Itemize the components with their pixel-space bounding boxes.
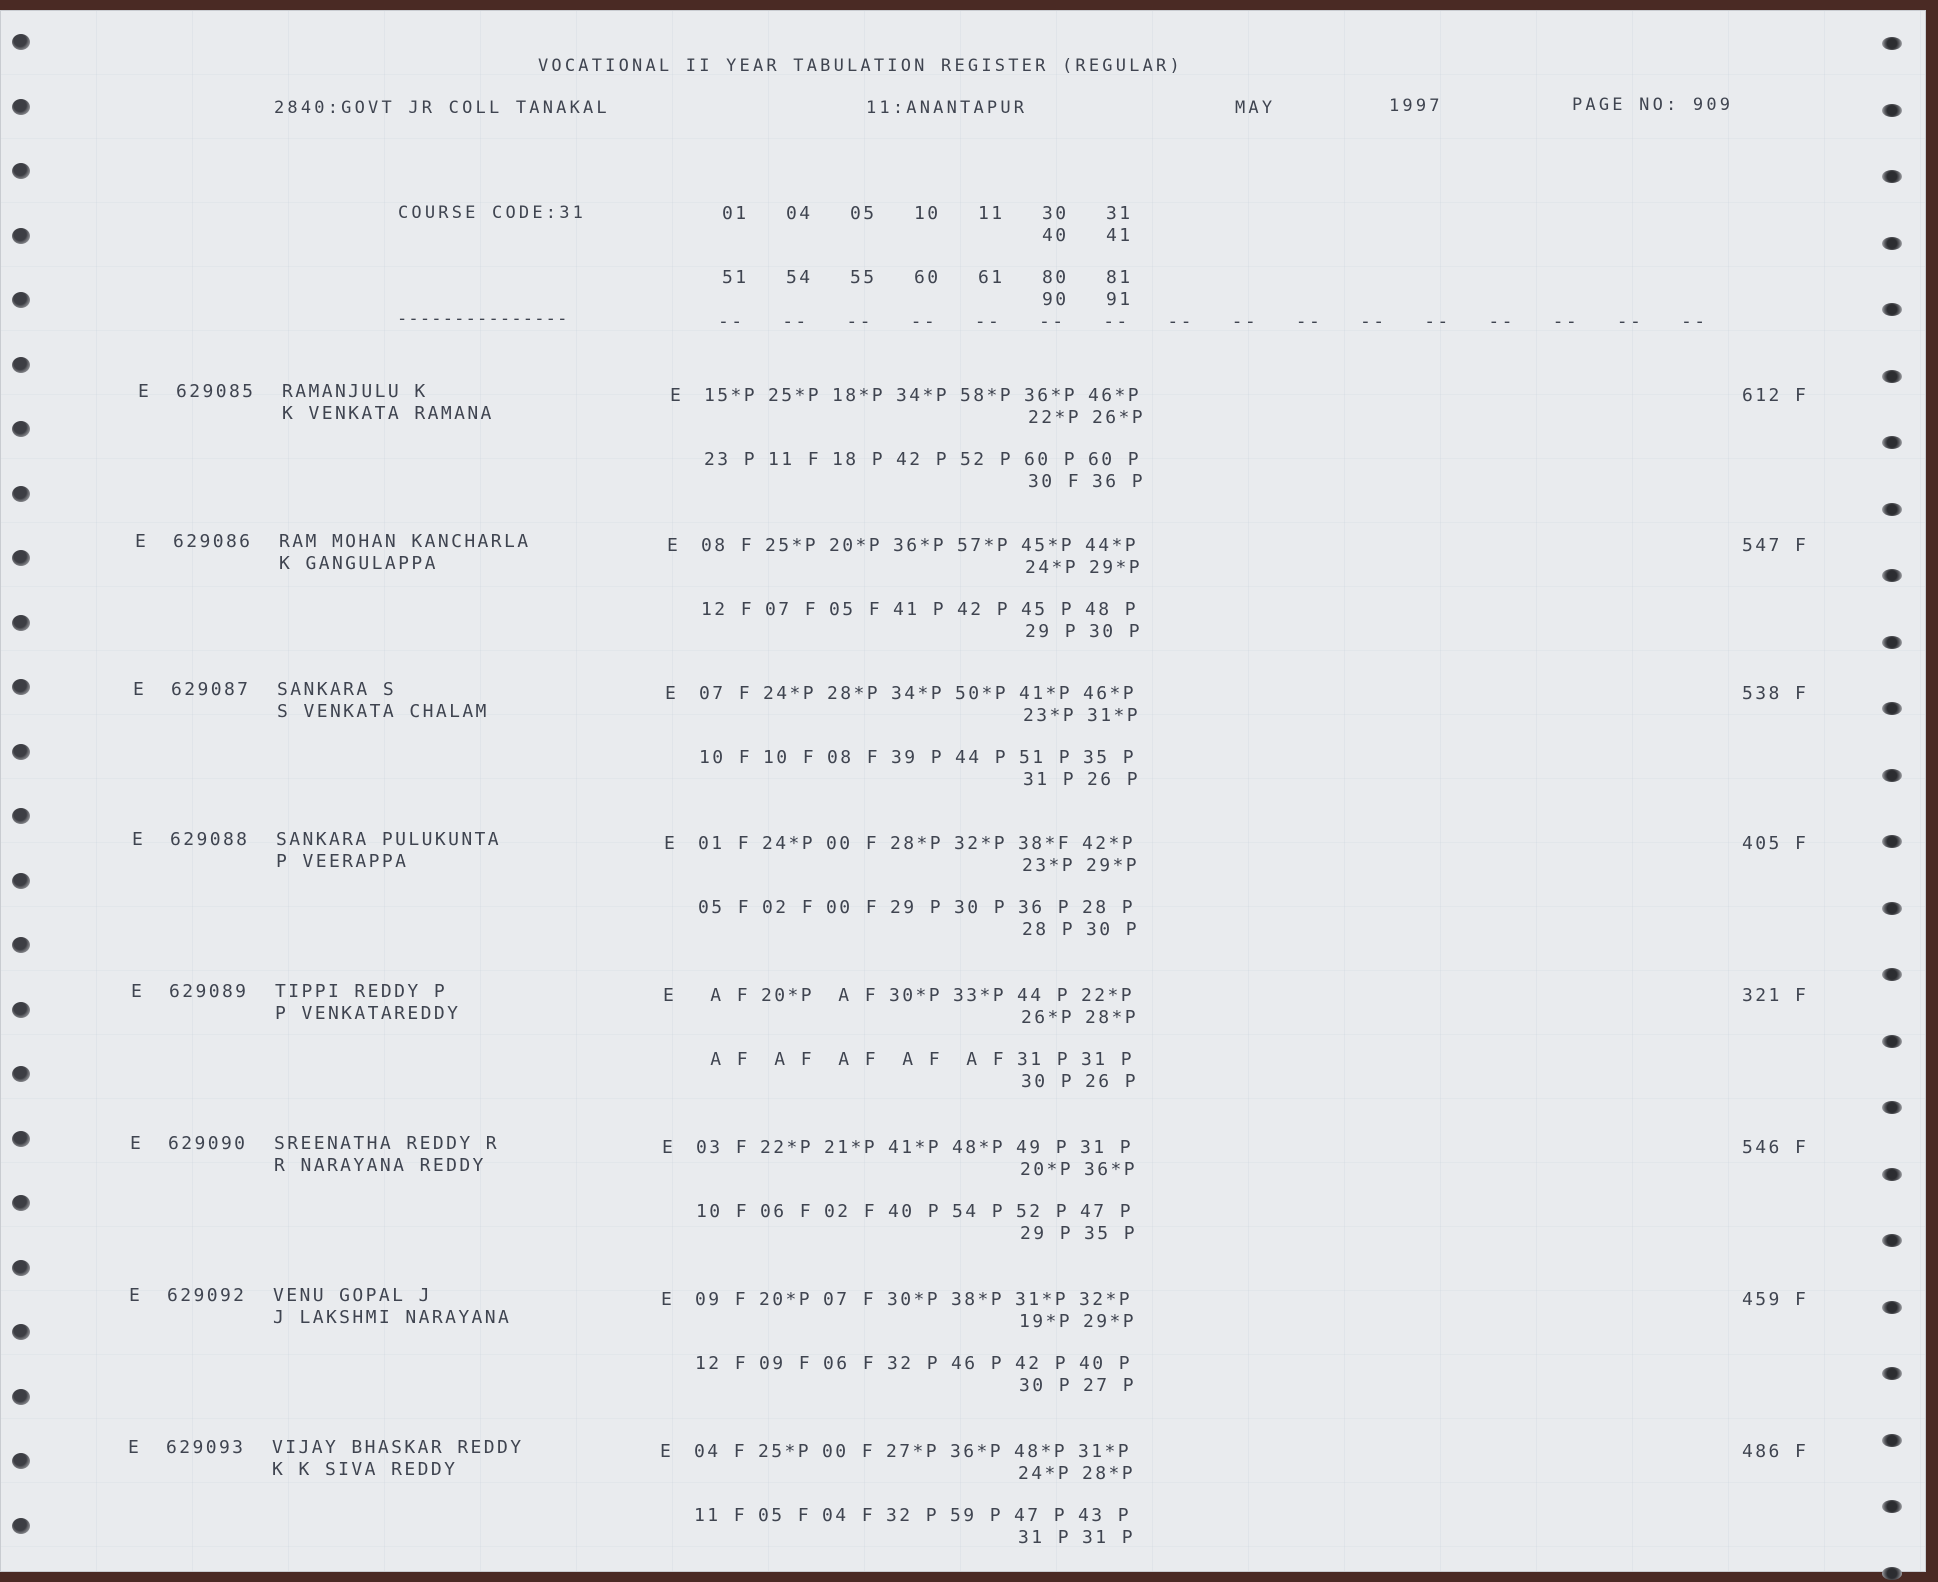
mark-cell: 42*P	[1082, 833, 1135, 854]
column-rule-dash: --	[1488, 311, 1515, 332]
feed-hole	[12, 163, 30, 179]
feed-hole	[12, 1389, 30, 1405]
parent-name: P VEERAPPA	[276, 851, 409, 872]
hall-ticket-number: 629085	[176, 381, 256, 402]
mark-cell: 30 P	[1019, 1375, 1072, 1396]
mark-cell: 28*P	[1082, 1463, 1135, 1484]
mark-cell: 26*P	[1092, 407, 1145, 428]
mark-cell: 30 P	[1086, 919, 1139, 940]
tractor-feed-holes-left	[12, 10, 42, 1572]
mark-cell: 36*P	[893, 535, 946, 556]
subject-code: 04	[786, 203, 813, 224]
total-result: 405 F	[1742, 833, 1809, 854]
register-title: VOCATIONAL II YEAR TABULATION REGISTER (REGULAR)	[538, 56, 1183, 76]
column-rule-dash: --	[1424, 311, 1451, 332]
subject-code: 81	[1106, 267, 1133, 288]
mark-cell: 31*P	[1087, 705, 1140, 726]
mark-cell: 57*P	[957, 535, 1010, 556]
mark-cell: 45 P	[1021, 599, 1074, 620]
mark-cell: 01 F	[698, 833, 751, 854]
feed-hole	[1882, 104, 1902, 117]
exam-flag: E	[664, 833, 678, 854]
parent-name: K VENKATA RAMANA	[282, 403, 494, 424]
mark-cell: A F	[825, 1049, 878, 1070]
mark-cell: A F	[953, 1049, 1006, 1070]
mark-cell: 24*P	[1018, 1463, 1071, 1484]
subject-code: 60	[914, 267, 941, 288]
student-name: VENU GOPAL J	[273, 1285, 432, 1306]
mark-cell: 43 P	[1078, 1505, 1131, 1526]
mark-cell: 28*P	[890, 833, 943, 854]
mark-cell: 33*P	[953, 985, 1006, 1006]
mark-cell: 30*P	[889, 985, 942, 1006]
feed-hole	[12, 1002, 30, 1018]
mark-cell: 29*P	[1086, 855, 1139, 876]
student-name: VIJAY BHASKAR REDDY	[272, 1437, 524, 1458]
subject-code: 11	[978, 203, 1005, 224]
mark-cell: 36*P	[1024, 385, 1077, 406]
mark-cell: 04 F	[822, 1505, 875, 1526]
mark-cell: 44 P	[955, 747, 1008, 768]
mark-cell: 42 P	[957, 599, 1010, 620]
feed-hole	[1882, 769, 1902, 782]
feed-hole	[12, 550, 30, 566]
exam-flag: E	[662, 1137, 676, 1158]
feed-hole	[1882, 636, 1902, 649]
course-rule: ---------------	[397, 309, 569, 329]
exam-month: MAY	[1235, 98, 1276, 118]
mark-cell: 25*P	[765, 535, 818, 556]
subject-code: 30	[1042, 203, 1069, 224]
hall-ticket-number: 629088	[170, 829, 250, 850]
subject-code: 55	[850, 267, 877, 288]
mark-cell: 27*P	[886, 1441, 939, 1462]
mark-cell: 31 P	[1023, 769, 1076, 790]
mark-cell: 20*P	[829, 535, 882, 556]
mark-cell: 15*P	[704, 385, 757, 406]
mark-cell: 30 F	[1028, 471, 1081, 492]
record-type: E	[135, 531, 149, 552]
mark-cell: 35 P	[1084, 1223, 1137, 1244]
mark-cell: 59 P	[950, 1505, 1003, 1526]
student-name: SANKARA S	[277, 679, 397, 700]
mark-cell: 46 P	[951, 1353, 1004, 1374]
total-result: 612 F	[1742, 385, 1809, 406]
mark-cell: 46*P	[1083, 683, 1136, 704]
page-number: PAGE NO: 909	[1572, 95, 1734, 115]
mark-cell: 21*P	[824, 1137, 877, 1158]
mark-cell: 31*P	[1078, 1441, 1131, 1462]
record-type: E	[131, 981, 145, 1002]
mark-cell: 48*P	[952, 1137, 1005, 1158]
mark-cell: A F	[889, 1049, 942, 1070]
mark-cell: 39 P	[891, 747, 944, 768]
subject-code: 51	[722, 267, 749, 288]
mark-cell: 18 P	[832, 449, 885, 470]
feed-hole	[12, 292, 30, 308]
mark-cell: 32*P	[954, 833, 1007, 854]
mark-cell: 22*P	[1028, 407, 1081, 428]
mark-cell: 30*P	[887, 1289, 940, 1310]
mark-cell: 11 F	[694, 1505, 747, 1526]
mark-cell: 38*F	[1018, 833, 1071, 854]
mark-cell: 44 P	[1017, 985, 1070, 1006]
column-rule-dash: --	[1167, 311, 1194, 332]
feed-hole	[1882, 37, 1902, 50]
mark-cell: 25*P	[768, 385, 821, 406]
feed-hole	[12, 1324, 30, 1340]
column-rule-dash: --	[1681, 311, 1708, 332]
record-type: E	[132, 829, 146, 850]
mark-cell: 28 P	[1022, 919, 1075, 940]
hall-ticket-number: 629086	[173, 531, 253, 552]
subject-code: 10	[914, 203, 941, 224]
mark-cell: 28*P	[827, 683, 880, 704]
mark-cell: 20*P	[759, 1289, 812, 1310]
mark-cell: 07 F	[765, 599, 818, 620]
mark-cell: 05 F	[698, 897, 751, 918]
mark-cell: 40 P	[888, 1201, 941, 1222]
mark-cell: 12 F	[695, 1353, 748, 1374]
exam-flag: E	[660, 1441, 674, 1462]
total-result: 486 F	[1742, 1441, 1809, 1462]
mark-cell: 24*P	[762, 833, 815, 854]
mark-cell: 45*P	[1021, 535, 1074, 556]
column-rule-dash: --	[1360, 311, 1387, 332]
subject-code: 40	[1042, 225, 1069, 246]
mark-cell: A F	[761, 1049, 814, 1070]
subject-code: 31	[1106, 203, 1133, 224]
mark-cell: 28*P	[1085, 1007, 1138, 1028]
feed-hole	[1882, 902, 1902, 915]
mark-cell: 23*P	[1023, 705, 1076, 726]
feed-hole	[12, 228, 30, 244]
mark-cell: 20*P	[1020, 1159, 1073, 1180]
feed-hole	[12, 1518, 30, 1534]
student-name: SANKARA PULUKUNTA	[276, 829, 502, 850]
exam-flag: E	[665, 683, 679, 704]
mark-cell: 48 P	[1085, 599, 1138, 620]
feed-hole	[12, 1453, 30, 1469]
mark-cell: 28 P	[1082, 897, 1135, 918]
mark-cell: 09 F	[695, 1289, 748, 1310]
mark-cell: 24*P	[763, 683, 816, 704]
exam-flag: E	[667, 535, 681, 556]
mark-cell: 02 F	[824, 1201, 877, 1222]
mark-cell: 10 F	[699, 747, 752, 768]
record-type: E	[128, 1437, 142, 1458]
tractor-feed-holes-right	[1882, 10, 1912, 1572]
hall-ticket-number: 629093	[166, 1437, 246, 1458]
mark-cell: 23 P	[704, 449, 757, 470]
feed-hole	[1882, 1035, 1902, 1048]
mark-cell: 38*P	[951, 1289, 1004, 1310]
college-name: 2840:GOVT JR COLL TANAKAL	[274, 98, 610, 118]
subject-code: 54	[786, 267, 813, 288]
subject-code: 80	[1042, 267, 1069, 288]
column-rule-dash: --	[1039, 311, 1066, 332]
feed-hole	[1882, 436, 1902, 449]
mark-cell: 31 P	[1082, 1527, 1135, 1548]
total-result: 459 F	[1742, 1289, 1809, 1310]
mark-cell: 30 P	[954, 897, 1007, 918]
exam-year: 1997	[1389, 96, 1443, 116]
hall-ticket-number: 629090	[168, 1133, 248, 1154]
mark-cell: 10 F	[696, 1201, 749, 1222]
mark-cell: 27 P	[1083, 1375, 1136, 1396]
mark-cell: 60 P	[1088, 449, 1141, 470]
feed-hole	[1882, 1234, 1902, 1247]
mark-cell: 48*P	[1014, 1441, 1067, 1462]
feed-hole	[12, 34, 30, 50]
mark-cell: 36 P	[1018, 897, 1071, 918]
student-name: RAM MOHAN KANCHARLA	[279, 531, 531, 552]
mark-cell: 07 F	[823, 1289, 876, 1310]
feed-hole	[1882, 503, 1902, 516]
feed-hole	[1882, 1434, 1902, 1447]
total-result: 321 F	[1742, 985, 1809, 1006]
feed-hole	[1882, 370, 1902, 383]
mark-cell: 09 F	[759, 1353, 812, 1374]
column-rule-dash: --	[846, 311, 873, 332]
mark-cell: 00 F	[822, 1441, 875, 1462]
subject-code: 05	[850, 203, 877, 224]
feed-hole	[12, 937, 30, 953]
mark-cell: 08 F	[701, 535, 754, 556]
mark-cell: 47 P	[1014, 1505, 1067, 1526]
column-rule-dash: --	[1552, 311, 1580, 332]
feed-hole	[1882, 170, 1902, 183]
mark-cell: 51 P	[1019, 747, 1072, 768]
subject-code: 91	[1106, 289, 1133, 310]
feed-hole	[12, 486, 30, 502]
parent-name: K K SIVA REDDY	[272, 1459, 458, 1480]
column-rule-dash: --	[1231, 311, 1259, 332]
mark-cell: 22*P	[760, 1137, 813, 1158]
feed-hole	[1882, 702, 1902, 715]
mark-cell: 31 P	[1081, 1049, 1134, 1070]
feed-hole	[1882, 1301, 1902, 1314]
feed-hole	[12, 1260, 30, 1276]
hall-ticket-number: 629089	[169, 981, 249, 1002]
feed-hole	[12, 615, 30, 631]
feed-hole	[1882, 1367, 1902, 1380]
record-type: E	[129, 1285, 143, 1306]
mark-cell: 40 P	[1079, 1353, 1132, 1374]
mark-cell: 34*P	[891, 683, 944, 704]
feed-hole	[12, 1131, 30, 1147]
district-name: 11:ANANTAPUR	[866, 98, 1028, 118]
mark-cell: 29 P	[890, 897, 943, 918]
parent-name: S VENKATA CHALAM	[277, 701, 489, 722]
subject-code: 61	[978, 267, 1005, 288]
mark-cell: 26*P	[1021, 1007, 1074, 1028]
mark-cell: 05 F	[758, 1505, 811, 1526]
mark-cell: 00 F	[826, 833, 879, 854]
mark-cell: 30 P	[1089, 621, 1142, 642]
column-rule-dash: --	[1295, 311, 1323, 332]
mark-cell: 23*P	[1022, 855, 1075, 876]
hall-ticket-number: 629087	[171, 679, 251, 700]
feed-hole	[12, 99, 30, 115]
mark-cell: 42 P	[896, 449, 949, 470]
mark-cell: 30 P	[1021, 1071, 1074, 1092]
mark-cell: 41*P	[1019, 683, 1072, 704]
mark-cell: 24*P	[1025, 557, 1078, 578]
total-result: 538 F	[1742, 683, 1809, 704]
mark-cell: 46*P	[1088, 385, 1141, 406]
mark-cell: 06 F	[760, 1201, 813, 1222]
mark-cell: A F	[825, 985, 878, 1006]
feed-hole	[1882, 835, 1902, 848]
mark-cell: 31 P	[1080, 1137, 1133, 1158]
mark-cell: 52 P	[960, 449, 1013, 470]
exam-flag: E	[661, 1289, 675, 1310]
mark-cell: 29*P	[1089, 557, 1142, 578]
mark-cell: 47 P	[1080, 1201, 1133, 1222]
mark-cell: 26 P	[1087, 769, 1140, 790]
mark-cell: 10 F	[763, 747, 816, 768]
subject-code: 90	[1042, 289, 1069, 310]
student-name: SREENATHA REDDY R	[274, 1133, 500, 1154]
feed-hole	[1882, 1500, 1902, 1513]
mark-cell: 36*P	[950, 1441, 1003, 1462]
mark-cell: 52 P	[1016, 1201, 1069, 1222]
mark-cell: 22*P	[1081, 985, 1134, 1006]
mark-cell: 50*P	[955, 683, 1008, 704]
mark-cell: 54 P	[952, 1201, 1005, 1222]
parent-name: R NARAYANA REDDY	[274, 1155, 486, 1176]
mark-cell: 35 P	[1083, 747, 1136, 768]
feed-hole	[1882, 569, 1902, 582]
mark-cell: 04 F	[694, 1441, 747, 1462]
feed-hole	[1882, 237, 1902, 250]
feed-hole	[1882, 968, 1902, 981]
column-rule-dash: --	[718, 311, 745, 332]
mark-cell: 05 F	[829, 599, 882, 620]
mark-cell: 02 F	[762, 897, 815, 918]
feed-hole	[1882, 303, 1902, 316]
mark-cell: 20*P	[761, 985, 814, 1006]
parent-name: J LAKSHMI NARAYANA	[273, 1307, 512, 1328]
mark-cell: 44*P	[1085, 535, 1138, 556]
column-rule-dash: --	[782, 311, 809, 332]
mark-cell: 19*P	[1019, 1311, 1072, 1332]
mark-cell: 36 P	[1092, 471, 1145, 492]
record-type: E	[130, 1133, 144, 1154]
tabulation-register-sheet	[0, 10, 1926, 1572]
mark-cell: 41*P	[888, 1137, 941, 1158]
mark-cell: 07 F	[699, 683, 752, 704]
subject-code: 41	[1106, 225, 1133, 246]
mark-cell: 49 P	[1016, 1137, 1069, 1158]
feed-hole	[12, 873, 30, 889]
subject-code: 01	[722, 203, 749, 224]
feed-hole	[12, 1195, 30, 1211]
mark-cell: 03 F	[696, 1137, 749, 1158]
mark-cell: 42 P	[1015, 1353, 1068, 1374]
student-name: RAMANJULU K	[282, 381, 428, 402]
column-rule-dash: --	[1103, 311, 1130, 332]
mark-cell: 41 P	[893, 599, 946, 620]
mark-cell: 29 P	[1025, 621, 1078, 642]
mark-cell: 31*P	[1015, 1289, 1068, 1310]
feed-hole	[12, 1066, 30, 1082]
mark-cell: 29 P	[1020, 1223, 1073, 1244]
mark-cell: 06 F	[823, 1353, 876, 1374]
mark-cell: 32 P	[887, 1353, 940, 1374]
feed-hole	[1882, 1101, 1902, 1114]
parent-name: K GANGULAPPA	[279, 553, 438, 574]
parent-name: P VENKATAREDDY	[275, 1003, 461, 1024]
mark-cell: 00 F	[826, 897, 879, 918]
feed-hole	[12, 808, 30, 824]
record-type: E	[138, 381, 152, 402]
record-type: E	[133, 679, 147, 700]
total-result: 547 F	[1742, 535, 1809, 556]
feed-hole	[1882, 1567, 1902, 1580]
mark-cell: 31 P	[1018, 1527, 1071, 1548]
mark-cell: 36*P	[1084, 1159, 1137, 1180]
column-rule-dash: --	[910, 311, 938, 332]
mark-cell: 34*P	[896, 385, 949, 406]
exam-flag: E	[663, 985, 677, 1006]
mark-cell: 29*P	[1083, 1311, 1136, 1332]
mark-cell: 32 P	[886, 1505, 939, 1526]
mark-cell: 18*P	[832, 385, 885, 406]
column-rule-dash: --	[974, 311, 1002, 332]
feed-hole	[12, 744, 30, 760]
mark-cell: 26 P	[1085, 1071, 1138, 1092]
mark-cell: 08 F	[827, 747, 880, 768]
mark-cell: 11 F	[768, 449, 821, 470]
feed-hole	[12, 357, 30, 373]
column-rule-dash: --	[1616, 311, 1644, 332]
feed-hole	[12, 421, 30, 437]
mark-cell: A F	[697, 1049, 750, 1070]
mark-cell: 31 P	[1017, 1049, 1070, 1070]
mark-cell: 25*P	[758, 1441, 811, 1462]
feed-hole	[1882, 1168, 1902, 1181]
mark-cell: 12 F	[701, 599, 754, 620]
mark-cell: 32*P	[1079, 1289, 1132, 1310]
mark-cell: 58*P	[960, 385, 1013, 406]
mark-cell: 60 P	[1024, 449, 1077, 470]
exam-flag: E	[670, 385, 684, 406]
student-name: TIPPI REDDY P	[275, 981, 448, 1002]
hall-ticket-number: 629092	[167, 1285, 247, 1306]
course-code: COURSE CODE:31	[398, 203, 587, 223]
total-result: 546 F	[1742, 1137, 1809, 1158]
feed-hole	[12, 679, 30, 695]
mark-cell: A F	[697, 985, 750, 1006]
